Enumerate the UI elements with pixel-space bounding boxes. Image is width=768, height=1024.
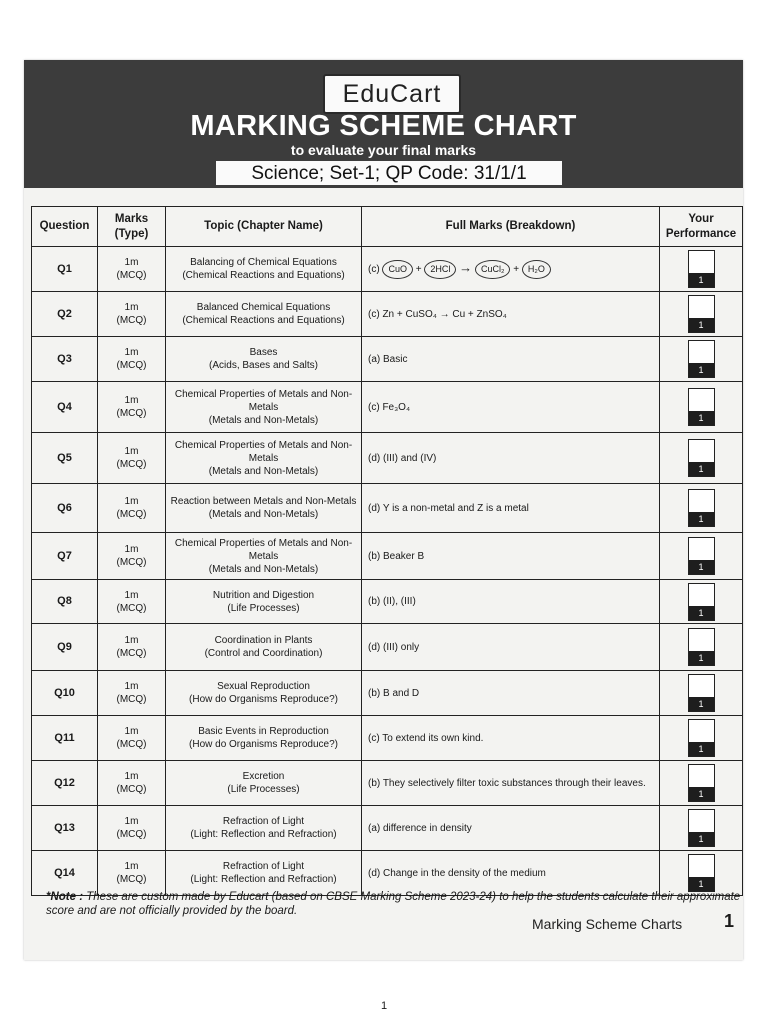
marks-type: (MCQ) [116,315,147,326]
table-row [32,247,743,292]
page-subtitle: to evaluate your final marks [290,142,477,158]
question-number: Q7 [32,533,98,580]
chapter-name: (Metals and Non-Metals) [208,563,319,575]
marks-value: 1m [124,302,139,313]
full-marks-cell: (d) (III) and (IV) [362,433,660,484]
question-number: Q5 [32,433,98,484]
marks-cell [98,580,166,624]
marks-value: 1m [124,589,139,601]
chapter-name: (Metals and Non-Metals) [208,465,319,477]
full-marks-cell: (c) Fe₃O₄ [362,382,660,433]
score-label: 1 [689,560,714,574]
topic-cell [166,484,362,533]
col-topic: Topic (Chapter Name) [166,207,362,247]
table-row [32,851,743,896]
topic-name: Excretion [242,771,285,782]
question-number: Q3 [32,337,98,382]
full-marks-cell: (d) Change in the density of the medium [362,851,660,896]
question-number: Q4 [32,382,98,433]
question-number: Q10 [32,671,98,716]
score-label: 1 [689,651,714,665]
marks-cell [98,761,166,806]
marks-cell [98,851,166,896]
marks-cell [98,624,166,671]
full-marks-cell: (d) Y is a non-metal and Z is a metal [362,484,660,533]
full-marks-cell: (b) (II), (III) [362,580,660,624]
topic-name: Reaction between Metals and Non-Metals [170,496,357,507]
marking-scheme-table [31,206,743,896]
chapter-name: (Chemical Reactions and Equations) [182,270,345,281]
performance-box[interactable] [688,439,715,477]
question-number: Q14 [32,851,98,896]
formula-hcl: 2HCl [424,260,456,279]
note-text: These are custom made by Educart (based on CBSE Marking Scheme 2023-24) to help the students calculate their approximate score and are not officially provided by the board. [46,891,741,917]
performance-box[interactable] [688,340,715,378]
score-label: 1 [689,742,714,756]
plus-sign: + [415,263,422,275]
topic-name: Balancing of Chemical Equations [190,257,337,268]
performance-box[interactable] [688,295,715,333]
chapter-name: (Life Processes) [227,784,300,795]
chapter-name: (Light: Reflection and Refraction) [190,829,337,840]
answer-option: (c) [368,263,380,275]
table-row [32,806,743,851]
chapter-name: (Metals and Non-Metals) [208,414,319,426]
performance-box[interactable] [688,809,715,847]
performance-cell [660,533,743,580]
topic-name: Coordination in Plants [214,635,313,646]
performance-cell [660,580,743,624]
topic-cell [166,851,362,896]
footer-page: 1 [724,911,735,931]
marks-value: 1m [124,257,139,268]
document-sheet [24,60,743,960]
marks-value: 1m [124,395,139,406]
score-label: 1 [689,512,714,526]
marks-cell [98,337,166,382]
topic-name: Bases [249,347,278,358]
performance-cell [660,624,743,671]
score-label: 1 [689,606,714,620]
marks-type: (MCQ) [116,648,147,659]
col-question: Question [32,207,98,247]
chapter-name: (How do Organisms Reproduce?) [189,694,338,705]
marks-type: (MCQ) [116,602,147,614]
footer-label: Marking Scheme Charts [532,916,683,932]
topic-cell [166,533,362,580]
performance-cell [660,337,743,382]
topic-name: Chemical Properties of Metals and Non-Metals [174,439,353,464]
marks-type: (MCQ) [116,557,147,568]
score-label: 1 [689,273,714,287]
performance-box[interactable] [688,764,715,802]
performance-cell [660,671,743,716]
performance-box[interactable] [688,250,715,288]
score-label: 1 [689,877,714,891]
marks-value: 1m [124,771,139,782]
marks-type: (MCQ) [116,270,147,281]
marks-cell [98,247,166,292]
marks-type: (MCQ) [116,739,147,750]
marks-cell [98,533,166,580]
score-label: 1 [689,697,714,711]
full-marks-cell [362,247,660,292]
marks-type: (MCQ) [116,360,147,371]
topic-cell [166,624,362,671]
question-number: Q1 [32,247,98,292]
performance-box[interactable] [688,583,715,621]
marks-value: 1m [124,347,139,358]
marks-type: (MCQ) [116,694,147,705]
performance-box[interactable] [688,537,715,575]
formula-h2o: H₂O [522,260,551,279]
formula-cuo: CuO [382,260,413,279]
marks-value: 1m [124,635,139,646]
plus-sign: + [513,263,520,275]
reaction-arrow-icon: → [459,259,473,275]
topic-name: Nutrition and Digestion [212,589,315,601]
marks-cell [98,433,166,484]
table-row [32,484,743,533]
score-label: 1 [689,318,714,332]
marks-cell [98,382,166,433]
table-header-row [32,207,743,247]
table-row [32,433,743,484]
marks-cell [98,671,166,716]
performance-cell [660,761,743,806]
note-label: *Note : [46,891,84,903]
formula-cucl2: CuCl₂ [475,260,511,279]
table-row [32,382,743,433]
table-row [32,624,743,671]
question-number: Q11 [32,716,98,761]
full-marks-cell: (b) They selectively filter toxic substances through their leaves. [362,761,660,806]
marks-value: 1m [124,446,139,457]
topic-cell [166,806,362,851]
col-performance: Your Performance [660,207,743,247]
chapter-name: (How do Organisms Reproduce?) [189,739,338,750]
marks-cell [98,716,166,761]
performance-cell [660,433,743,484]
topic-name: Chemical Properties of Metals and Non-Metals [174,537,353,562]
marks-type: (MCQ) [116,408,147,419]
header-banner [24,60,743,188]
performance-cell [660,806,743,851]
full-marks-cell: (b) Beaker B [362,533,660,580]
full-marks-cell: (d) (III) only [362,624,660,671]
chapter-name: (Acids, Bases and Salts) [209,360,318,371]
table-row [32,292,743,337]
topic-name: Sexual Reproduction [217,681,310,692]
topic-name: Chemical Properties of Metals and Non-Metals [174,388,353,413]
performance-cell [660,851,743,896]
marks-type: (MCQ) [116,784,147,795]
table-row [32,580,743,624]
table-row [32,533,743,580]
performance-box[interactable] [688,388,715,426]
col-marks: Marks (Type) [98,207,166,247]
topic-cell [166,716,362,761]
table-body [32,247,743,896]
chapter-name: (Control and Coordination) [204,648,323,659]
marks-type: (MCQ) [116,829,147,840]
question-number: Q13 [32,806,98,851]
table-row [32,337,743,382]
full-marks-cell: (c) Zn + CuSO₄ → Cu + ZnSO₄ [362,292,660,337]
table-row [32,716,743,761]
topic-name: Balanced Chemical Equations [196,302,331,313]
chapter-name: (Chemical Reactions and Equations) [182,315,345,326]
topic-cell [166,671,362,716]
marks-type: (MCQ) [116,459,147,470]
topic-cell [166,433,362,484]
marks-type: (MCQ) [116,509,147,520]
marks-value: 1m [124,496,139,507]
performance-box[interactable] [688,674,715,712]
full-marks-cell: (a) difference in density [362,806,660,851]
performance-cell [660,382,743,433]
performance-box[interactable] [688,719,715,757]
page-number: 1 [380,1000,388,1012]
educart-logo: EduCart [323,74,461,114]
performance-cell [660,292,743,337]
marks-cell [98,292,166,337]
performance-box[interactable] [688,854,715,892]
question-number: Q8 [32,580,98,624]
topic-name: Refraction of Light [222,861,305,872]
table-row [32,671,743,716]
performance-box[interactable] [688,489,715,527]
performance-box[interactable] [688,628,715,666]
qp-code: Science; Set-1; QP Code: 31/1/1 [216,161,562,185]
full-marks-cell: (a) Basic [362,337,660,382]
col-full-marks: Full Marks (Breakdown) [362,207,660,247]
marks-value: 1m [124,726,139,737]
marks-type: (MCQ) [116,874,147,885]
performance-cell [660,484,743,533]
question-number: Q9 [32,624,98,671]
topic-cell [166,761,362,806]
score-label: 1 [689,787,714,801]
score-label: 1 [689,411,714,425]
performance-cell [660,247,743,292]
marks-value: 1m [124,816,139,827]
chapter-name: (Metals and Non-Metals) [208,509,319,520]
topic-cell [166,382,362,433]
chapter-name: (Light: Reflection and Refraction) [190,874,337,885]
table-row [32,761,743,806]
question-number: Q2 [32,292,98,337]
score-label: 1 [689,363,714,377]
marks-value: 1m [124,861,139,872]
score-label: 1 [689,462,714,476]
marks-value: 1m [124,681,139,692]
topic-name: Refraction of Light [222,816,305,827]
marks-cell [98,484,166,533]
topic-cell [166,292,362,337]
note [46,890,741,918]
topic-name: Basic Events in Reproduction [198,726,329,737]
chapter-name: (Life Processes) [227,602,300,614]
marks-cell [98,806,166,851]
topic-cell [166,580,362,624]
topic-cell [166,337,362,382]
question-number: Q12 [32,761,98,806]
page-title: MARKING SCHEME CHART [190,110,577,142]
marks-value: 1m [124,544,139,555]
score-label: 1 [689,832,714,846]
performance-cell [660,716,743,761]
question-number: Q6 [32,484,98,533]
full-marks-cell: (b) B and D [362,671,660,716]
topic-cell [166,247,362,292]
full-marks-cell: (c) To extend its own kind. [362,716,660,761]
